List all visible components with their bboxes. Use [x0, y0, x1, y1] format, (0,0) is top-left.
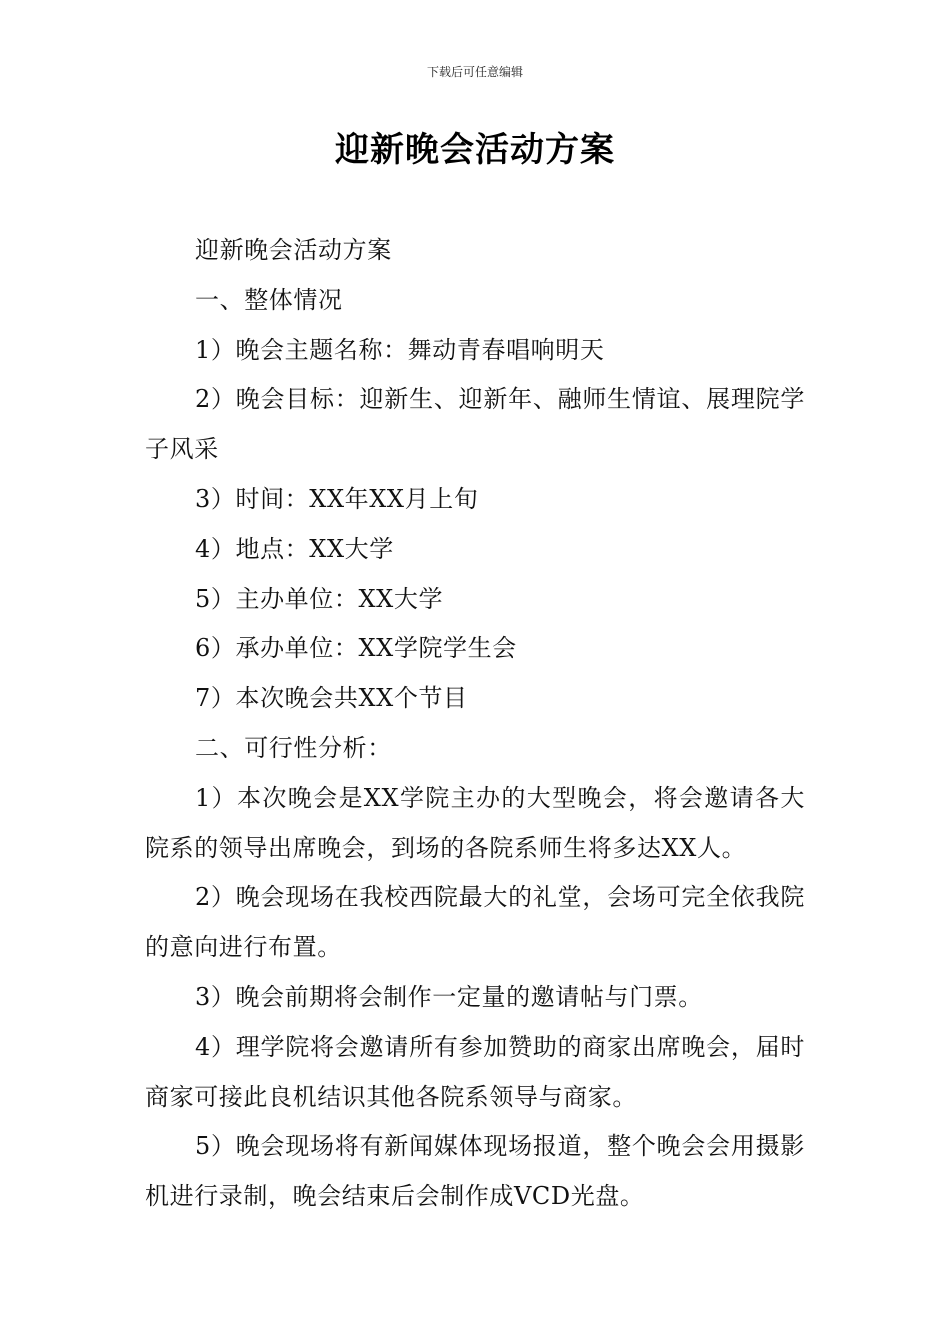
paragraph: 5）主办单位：XX大学	[195, 584, 444, 613]
paragraph: 2）晚会现场在我校西院最大的礼堂，会场可完全依我院的意向进行布置。	[145, 883, 805, 962]
paragraph: 1）晚会主题名称：舞动青春唱响明天	[195, 335, 605, 364]
section-heading-overview: 一、整体情况	[195, 285, 343, 314]
document-title: 迎新晚会活动方案	[335, 130, 615, 170]
paragraph: 3）晚会前期将会制作一定量的邀请帖与门票。	[195, 982, 703, 1011]
paragraph-subtitle: 迎新晚会活动方案	[195, 236, 392, 264]
header-note: 下载后可任意编辑	[426, 65, 523, 79]
paragraph: 1）本次晚会是XX学院主办的大型晚会，将会邀请各大院系的领导出席晚会，到场的各院系师生将多达XX人。	[145, 783, 805, 862]
paragraph: 4）地点：XX大学	[195, 534, 394, 563]
paragraph: 6）承办单位：XX学院学生会	[195, 634, 517, 663]
paragraph: 3）时间：XX年XX月上旬	[195, 484, 479, 513]
paragraph: 2）晚会目标：迎新生、迎新年、融师生情谊、展理院学子风采	[145, 385, 805, 464]
paragraph: 5）晚会现场将有新闻媒体现场报道，整个晚会会用摄影机进行录制，晚会结束后会制作成VCD光盘。	[145, 1132, 805, 1211]
paragraph: 4）理学院将会邀请所有参加赞助的商家出席晚会，届时商家可接此良机结识其他各院系领导与商家。	[145, 1032, 805, 1111]
document-body	[145, 226, 805, 1222]
section-heading-feasibility: 二、可行性分析：	[195, 733, 392, 762]
paragraph: 7）本次晚会共XX个节目	[195, 684, 468, 713]
